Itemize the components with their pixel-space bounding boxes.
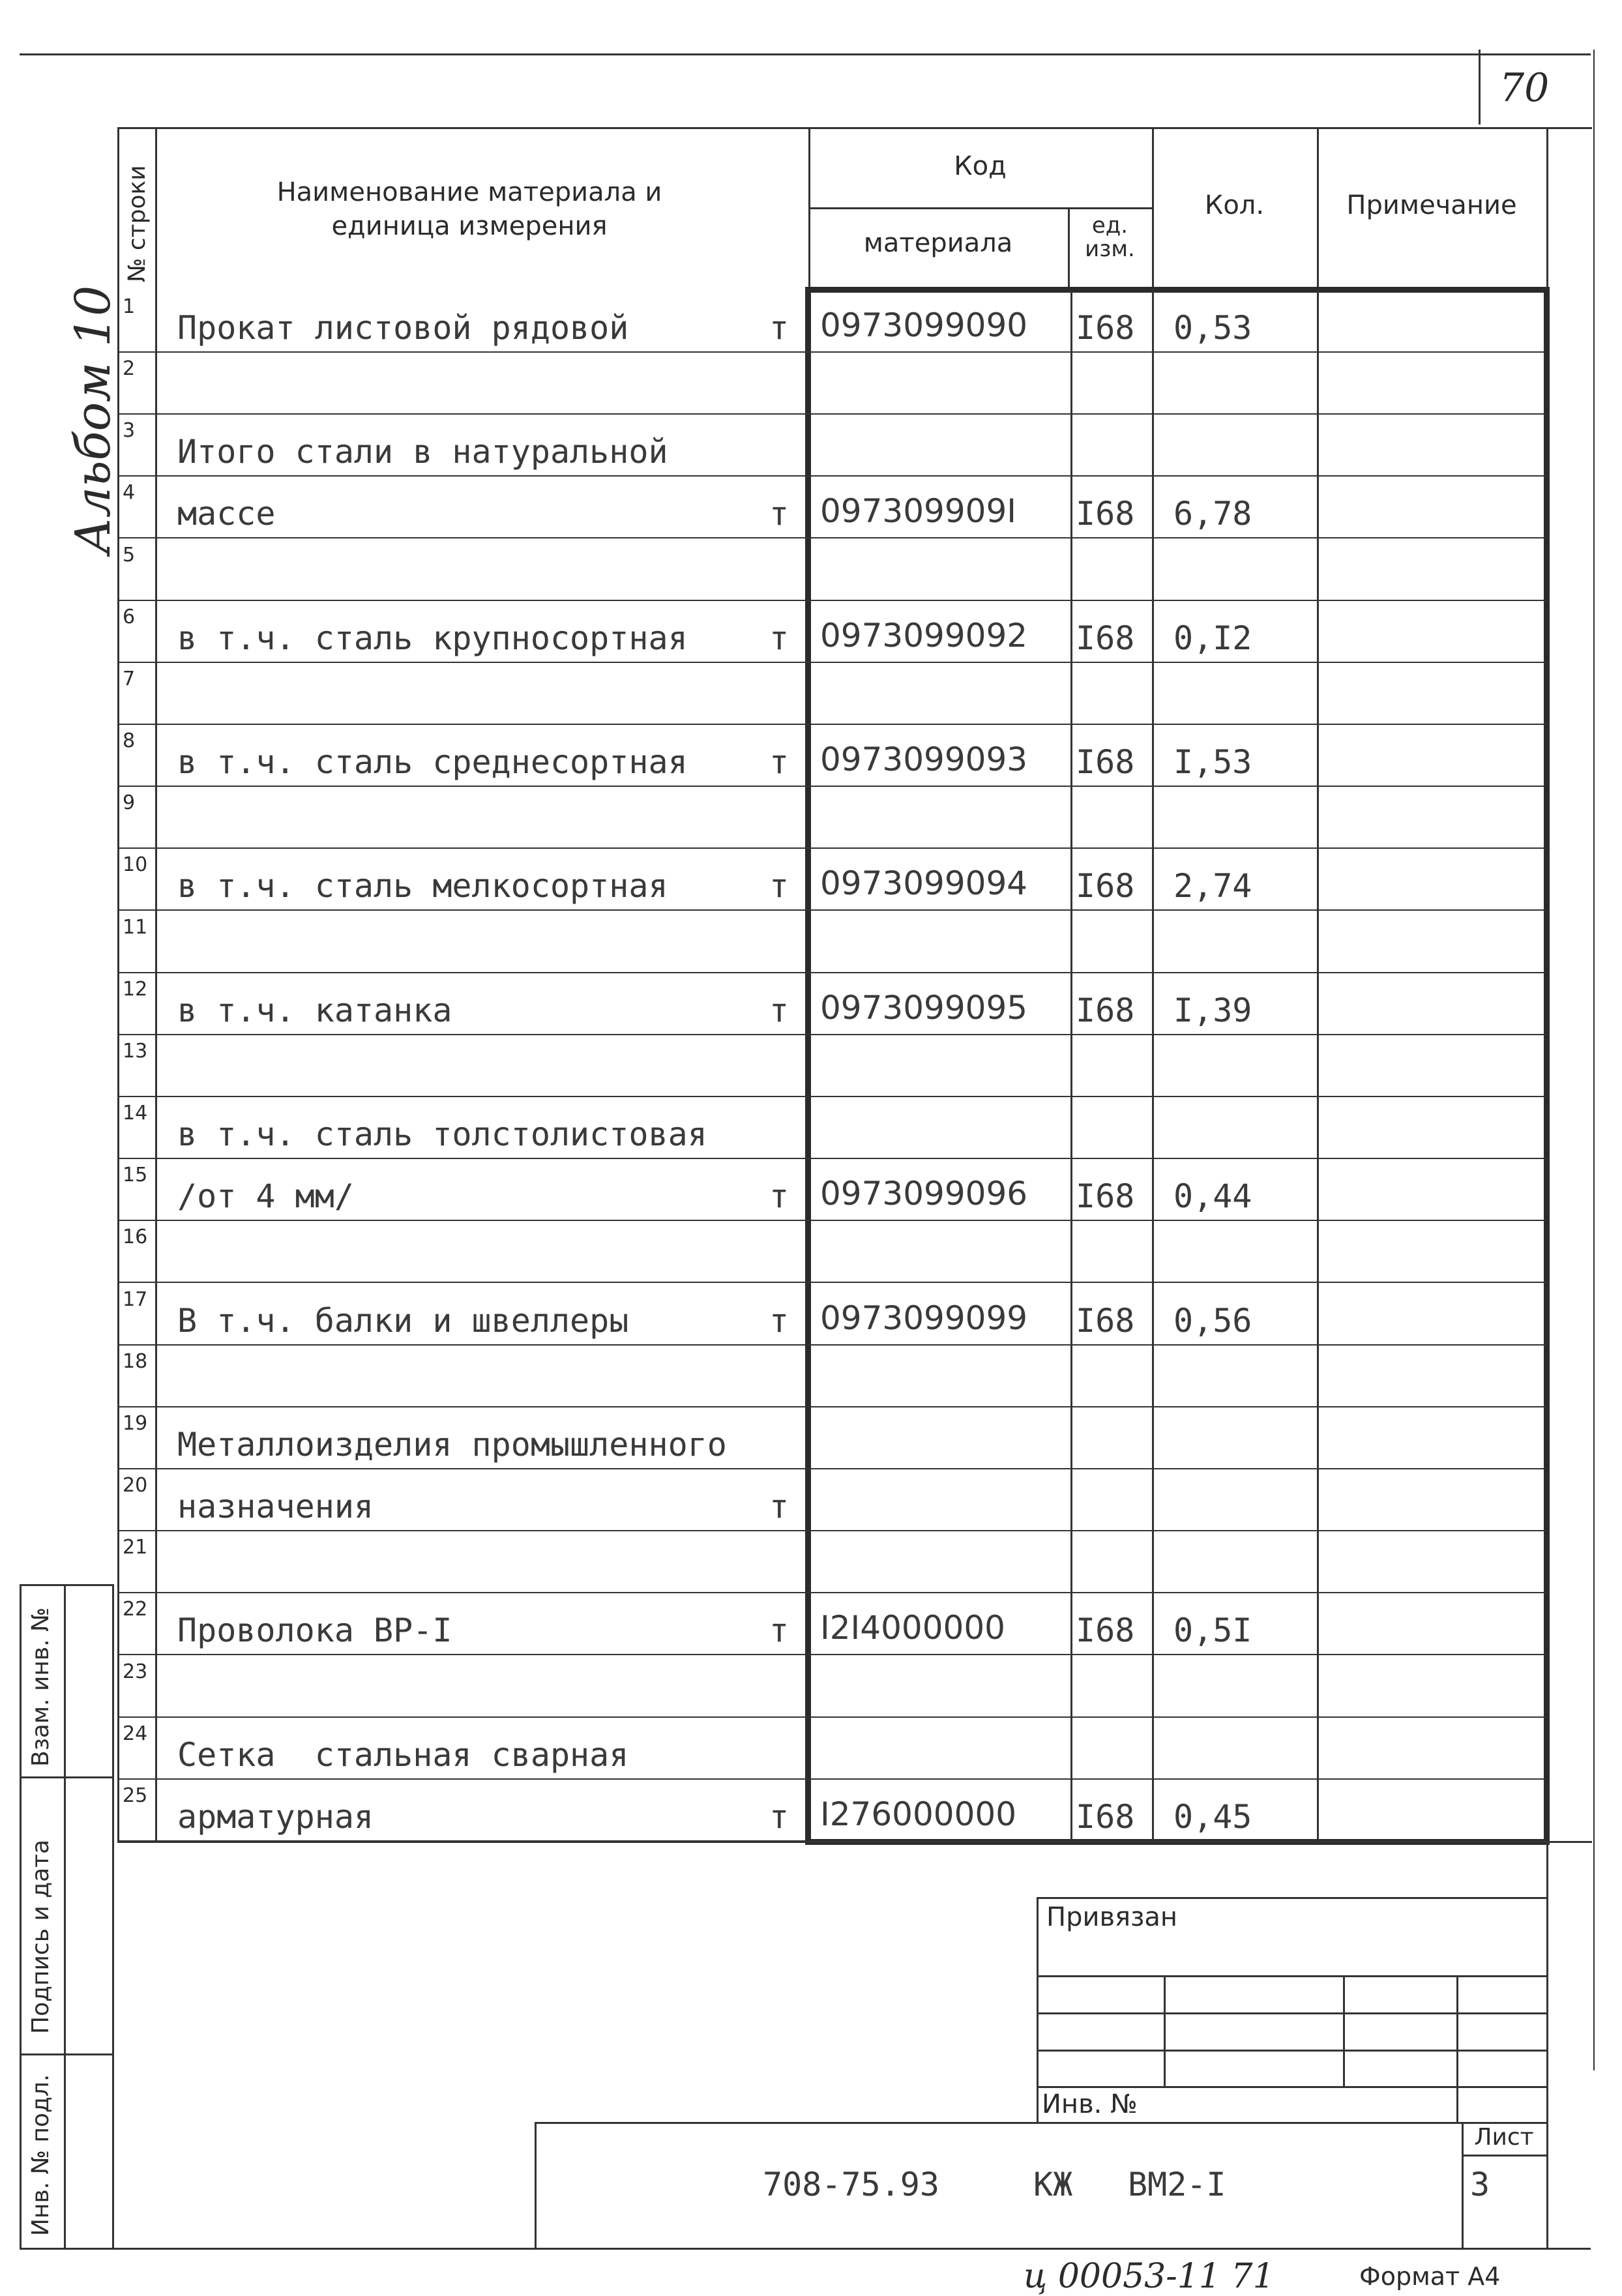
row-number: 5 (123, 544, 136, 567)
row-number: 20 (123, 1474, 148, 1497)
privyazan-top (1037, 1897, 1546, 1899)
row-number: 4 (123, 481, 136, 504)
privyazan-line-2 (1037, 2012, 1546, 2014)
row-name: в т.ч. сталь мелкосортная (177, 867, 668, 905)
table-row (117, 1158, 1546, 1220)
row-code: 0973099090 (820, 306, 1028, 344)
row-unit: т (769, 619, 789, 657)
row-number: 19 (123, 1412, 148, 1435)
table-row (117, 724, 1546, 786)
header-code-unit-line1: ед. (1091, 213, 1128, 239)
row-unit: т (769, 867, 789, 905)
row-ed: I68 (1076, 619, 1135, 657)
list-value: 3 (1470, 2166, 1490, 2203)
row-ed: I68 (1076, 1798, 1135, 1836)
table-row (117, 1593, 1546, 1655)
row-ed: I68 (1076, 1302, 1135, 1340)
row-code: 0973099099 (820, 1299, 1028, 1337)
table-row (117, 1035, 1546, 1096)
row-qty: 0,I2 (1173, 619, 1252, 657)
row-qty: 6,78 (1173, 495, 1252, 533)
privyazan-label: Привязан (1046, 1902, 1178, 1932)
table-row (117, 911, 1546, 973)
row-number: 8 (123, 729, 136, 752)
row-code: 0973099093 (820, 741, 1028, 778)
row-code: I2I4000000 (820, 1609, 1005, 1647)
row-number: 21 (123, 1536, 148, 1559)
doc-mark: КЖ (1033, 2166, 1073, 2203)
top-border (20, 53, 1591, 55)
row-code: 0973099096 (820, 1175, 1028, 1213)
row-name: /от 4 мм/ (177, 1177, 354, 1215)
row-number: 14 (123, 1102, 148, 1125)
row-number: 15 (123, 1164, 148, 1186)
side-stamp-top (20, 1584, 112, 1586)
side-inv-podl: Инв. № подл. (27, 2074, 54, 2236)
list-label: Лист (1474, 2124, 1534, 2151)
row-number: 9 (123, 791, 136, 814)
side-stamp-right (64, 1584, 66, 2249)
handwritten-archive-number: ц 00053-11 71 (1024, 2257, 1275, 2296)
row-qty: 0,45 (1173, 1798, 1252, 1836)
doc-code: 708-75.93 (763, 2166, 939, 2203)
row-number: 23 (123, 1660, 148, 1683)
side-podpis: Подпись и дата (27, 1839, 54, 2034)
privyazan-line-3 (1037, 2050, 1546, 2052)
title-frame-right (1546, 1841, 1548, 2248)
privyazan-vline-1 (1164, 1975, 1166, 2086)
row-ed: I68 (1076, 1177, 1135, 1215)
row-name: Сетка стальная сварная (177, 1736, 629, 1774)
row-unit: т (769, 1177, 789, 1215)
row-qty: I,53 (1173, 743, 1252, 781)
table-row (117, 1779, 1546, 1841)
table-row (117, 476, 1546, 538)
row-number: 7 (123, 668, 136, 690)
header-qty: Кол. (1204, 190, 1265, 220)
row-name: в т.ч. сталь толстолистовая (177, 1115, 707, 1153)
table-row (117, 1655, 1546, 1717)
table-top-border (117, 127, 1592, 129)
row-qty: 0,44 (1173, 1177, 1252, 1215)
header-code: Код (954, 151, 1007, 181)
side-vzam: Взам. инв. № (27, 1607, 54, 1767)
row-unit: т (769, 743, 789, 781)
row-number: 16 (123, 1226, 148, 1248)
right-margin-line (1593, 50, 1595, 2070)
row-code: 0973099094 (820, 864, 1028, 902)
doc-sheet: ВМ2-I (1128, 2166, 1226, 2203)
table-row (117, 1283, 1546, 1345)
side-stamp-split-1 (20, 1776, 112, 1778)
table-row (117, 290, 1546, 352)
inv-no-label: Инв. № (1042, 2089, 1138, 2119)
privyazan-vline-3 (1456, 1975, 1458, 2122)
row-name: Проволока ВР-I (177, 1612, 452, 1649)
privyazan-line-4 (1037, 2086, 1546, 2088)
row-number: 17 (123, 1288, 148, 1311)
row-name: Прокат листовой рядовой (177, 309, 629, 347)
header-name-line2: единица измерения (331, 211, 608, 241)
header-code-split (808, 207, 1152, 209)
table-row (117, 1345, 1546, 1407)
table-row (117, 786, 1546, 848)
table-row (117, 848, 1546, 910)
page-number-box-left (1479, 50, 1481, 125)
row-code: 097309909I (820, 492, 1017, 530)
row-unit: т (769, 1488, 789, 1525)
privyazan-vline-2 (1343, 1975, 1345, 2086)
table-row (117, 600, 1546, 662)
row-qty: I,39 (1173, 992, 1252, 1029)
row-name: назначения (177, 1488, 374, 1525)
stamp-left (535, 2122, 537, 2248)
row-name: Металлоизделия промышленного (177, 1426, 727, 1464)
row-qty: 0,56 (1173, 1302, 1252, 1340)
row-ed: I68 (1076, 743, 1135, 781)
row-code: 0973099092 (820, 617, 1028, 655)
row-number: 22 (123, 1598, 148, 1621)
row-number: 13 (123, 1040, 148, 1063)
row-name: в т.ч. катанка (177, 992, 452, 1029)
side-stamp-left (20, 1584, 22, 2249)
page-bottom-border (20, 2248, 1591, 2250)
header-name-line1: Наименование материала и (276, 177, 662, 207)
table-row (117, 538, 1546, 600)
row-ed: I68 (1076, 309, 1135, 347)
row-ed: I68 (1076, 867, 1135, 905)
row-name: массе (177, 495, 276, 533)
row-number: 24 (123, 1722, 148, 1745)
header-code-material: материала (863, 228, 1013, 258)
privyazan-left (1037, 1897, 1039, 2122)
table-row (117, 1717, 1546, 1779)
side-stamp-split-2 (20, 2053, 112, 2055)
row-number: 2 (123, 357, 136, 380)
privyazan-line-1 (1037, 1975, 1546, 1977)
table-row (117, 973, 1546, 1035)
format-label: Формат А4 (1359, 2262, 1501, 2291)
row-qty: 2,74 (1173, 867, 1252, 905)
table-row (117, 1220, 1546, 1282)
table-row (117, 414, 1546, 476)
table-row (117, 1469, 1546, 1531)
row-unit: т (769, 309, 789, 347)
header-note: Примечание (1346, 190, 1517, 220)
table-row (117, 1531, 1546, 1593)
header-row-no (117, 127, 155, 290)
row-number: 11 (123, 916, 148, 939)
row-divider (117, 1840, 1546, 1842)
row-name: в т.ч. сталь среднесортная (177, 743, 688, 781)
row-qty: 0,5I (1173, 1612, 1252, 1649)
table-row (117, 352, 1546, 414)
row-name: В т.ч. балки и швеллеры (177, 1302, 629, 1340)
row-unit: т (769, 1612, 789, 1649)
table-row (117, 1096, 1546, 1158)
row-name: в т.ч. сталь крупносортная (177, 619, 688, 657)
row-unit: т (769, 1302, 789, 1340)
row-unit: т (769, 495, 789, 533)
row-ed: I68 (1076, 495, 1135, 533)
title-frame-left (112, 1841, 114, 2248)
page-number: 70 (1499, 65, 1550, 111)
row-number: 25 (123, 1784, 148, 1807)
row-ed: I68 (1076, 1612, 1135, 1649)
row-number: 18 (123, 1350, 148, 1373)
row-name: Итого стали в натуральной (177, 433, 668, 471)
row-number: 1 (123, 295, 136, 318)
row-number: 12 (123, 978, 148, 1001)
row-code: 0973099095 (820, 989, 1028, 1027)
stamp-top (535, 2122, 1546, 2124)
row-name: арматурная (177, 1798, 374, 1836)
table-row (117, 1407, 1546, 1469)
row-number: 10 (123, 853, 148, 876)
row-number: 3 (123, 419, 136, 442)
header-code-unit (1068, 214, 1152, 261)
album-note: Альбом 10 (65, 285, 121, 554)
row-number: 6 (123, 606, 136, 628)
list-box-split (1462, 2155, 1546, 2156)
row-unit: т (769, 1798, 789, 1836)
header-code-unit-line2: изм. (1085, 236, 1135, 262)
header-row-no-label: № строки (124, 165, 151, 282)
table-row (117, 662, 1546, 724)
row-qty: 0,53 (1173, 309, 1252, 347)
row-unit: т (769, 992, 789, 1029)
row-ed: I68 (1076, 992, 1135, 1029)
row-code: I276000000 (820, 1795, 1017, 1833)
